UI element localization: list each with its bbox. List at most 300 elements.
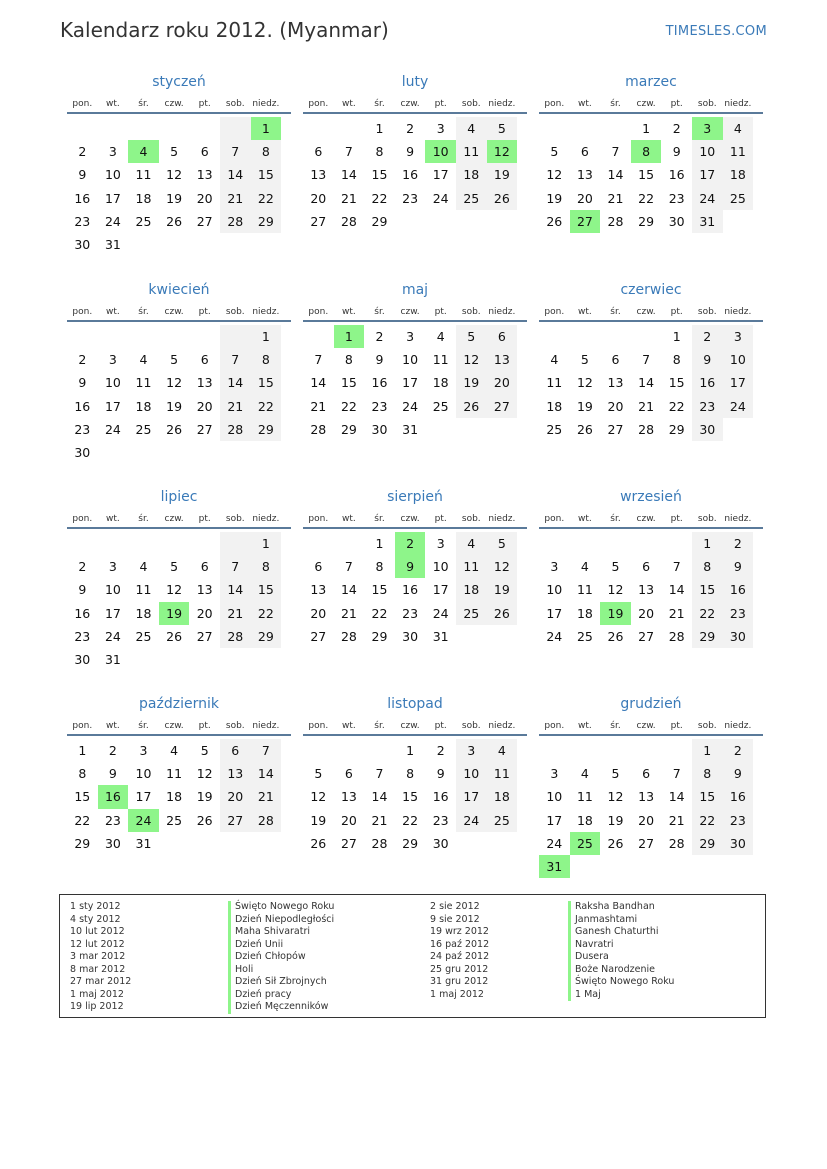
day-cell[interactable]: 24: [402, 398, 419, 414]
day-cell[interactable]: 9: [406, 144, 415, 160]
day-cell[interactable]: 26: [607, 628, 624, 644]
day-cell[interactable]: 4: [170, 743, 179, 758]
day-cell[interactable]: 18: [166, 789, 183, 805]
day-cell[interactable]: 29: [251, 210, 282, 233]
day-cell[interactable]: 4: [139, 559, 148, 575]
day-cell[interactable]: 26: [310, 835, 327, 851]
day-cell[interactable]: 9: [108, 766, 117, 782]
day-cell[interactable]: 8: [251, 348, 282, 371]
day-cell[interactable]: 27: [310, 213, 327, 229]
day-cell[interactable]: 14: [220, 163, 251, 186]
day-cell[interactable]: 15: [371, 582, 388, 598]
day-cell[interactable]: 28: [607, 213, 624, 229]
day-cell[interactable]: 17: [104, 398, 121, 414]
day-cell[interactable]: 23: [402, 605, 419, 621]
day-cell[interactable]: 9: [78, 375, 87, 391]
day-cell[interactable]: 12: [166, 582, 183, 598]
day-cell[interactable]: 9: [692, 348, 723, 371]
day-cell[interactable]: 30: [692, 418, 723, 441]
day-cell[interactable]: 23: [668, 190, 685, 206]
day-cell[interactable]: 14: [668, 789, 685, 805]
holiday-day-cell[interactable]: 16: [98, 785, 129, 808]
day-cell[interactable]: 29: [74, 835, 91, 851]
day-cell[interactable]: 23: [104, 812, 121, 828]
day-cell[interactable]: 14: [340, 167, 357, 183]
day-cell[interactable]: 4: [580, 766, 589, 782]
day-cell[interactable]: 17: [135, 789, 152, 805]
day-cell[interactable]: 22: [668, 398, 685, 414]
day-cell[interactable]: 27: [607, 421, 624, 437]
day-cell[interactable]: 5: [580, 352, 589, 368]
day-cell[interactable]: 5: [200, 743, 209, 758]
day-cell[interactable]: 31: [402, 421, 419, 437]
day-cell[interactable]: 16: [668, 167, 685, 183]
day-cell[interactable]: 25: [576, 628, 593, 644]
day-cell[interactable]: 21: [638, 398, 655, 414]
day-cell[interactable]: 27: [196, 213, 213, 229]
day-cell[interactable]: 27: [340, 835, 357, 851]
day-cell[interactable]: 3: [108, 352, 117, 368]
holiday-day-cell[interactable]: 25: [570, 832, 601, 855]
day-cell[interactable]: 17: [546, 605, 563, 621]
brand-link[interactable]: TIMESLES.COM: [665, 24, 767, 39]
day-cell[interactable]: 1: [375, 536, 384, 551]
day-cell[interactable]: 24: [692, 187, 723, 210]
holiday-day-cell[interactable]: 19: [159, 602, 190, 625]
day-cell[interactable]: 30: [104, 835, 121, 851]
day-cell[interactable]: 6: [611, 352, 620, 368]
day-cell[interactable]: 16: [402, 167, 419, 183]
day-cell[interactable]: 23: [74, 213, 91, 229]
day-cell[interactable]: 2: [78, 559, 87, 575]
day-cell[interactable]: 20: [310, 605, 327, 621]
day-cell[interactable]: 6: [344, 766, 353, 782]
day-cell[interactable]: 22: [692, 809, 723, 832]
day-cell[interactable]: 12: [607, 582, 624, 598]
day-cell[interactable]: 21: [340, 190, 357, 206]
day-cell[interactable]: 5: [170, 352, 179, 368]
day-cell[interactable]: 25: [135, 628, 152, 644]
day-cell[interactable]: 10: [104, 582, 121, 598]
day-cell[interactable]: 19: [310, 812, 327, 828]
day-cell[interactable]: 5: [550, 144, 559, 160]
day-cell[interactable]: 12: [456, 348, 487, 371]
day-cell[interactable]: 22: [692, 602, 723, 625]
day-cell[interactable]: 6: [200, 144, 209, 160]
day-cell[interactable]: 18: [456, 578, 487, 601]
day-cell[interactable]: 6: [200, 352, 209, 368]
day-cell[interactable]: 16: [723, 578, 754, 601]
day-cell[interactable]: 1: [406, 743, 415, 758]
day-cell[interactable]: 23: [402, 190, 419, 206]
day-cell[interactable]: 23: [371, 398, 388, 414]
day-cell[interactable]: 28: [340, 213, 357, 229]
day-cell[interactable]: 9: [78, 167, 87, 183]
day-cell[interactable]: 8: [251, 555, 282, 578]
day-cell[interactable]: 23: [723, 602, 754, 625]
day-cell[interactable]: 2: [723, 532, 754, 555]
day-cell[interactable]: 17: [432, 167, 449, 183]
day-cell[interactable]: 29: [371, 628, 388, 644]
day-cell[interactable]: 3: [723, 325, 754, 348]
day-cell[interactable]: 24: [104, 213, 121, 229]
day-cell[interactable]: 27: [220, 809, 251, 832]
day-cell[interactable]: 28: [668, 628, 685, 644]
day-cell[interactable]: 30: [432, 835, 449, 851]
day-cell[interactable]: 11: [576, 582, 593, 598]
day-cell[interactable]: 13: [310, 167, 327, 183]
day-cell[interactable]: 28: [310, 421, 327, 437]
day-cell[interactable]: 15: [74, 789, 91, 805]
day-cell[interactable]: 9: [375, 352, 384, 368]
day-cell[interactable]: 17: [546, 812, 563, 828]
day-cell[interactable]: 15: [251, 163, 282, 186]
day-cell[interactable]: 27: [196, 421, 213, 437]
day-cell[interactable]: 12: [166, 167, 183, 183]
day-cell[interactable]: 14: [340, 582, 357, 598]
day-cell[interactable]: 18: [432, 375, 449, 391]
day-cell[interactable]: 7: [251, 739, 282, 762]
day-cell[interactable]: 6: [200, 559, 209, 575]
day-cell[interactable]: 3: [406, 329, 415, 344]
holiday-day-cell[interactable]: 2: [395, 532, 426, 555]
day-cell[interactable]: 5: [487, 117, 518, 140]
day-cell[interactable]: 13: [196, 582, 213, 598]
day-cell[interactable]: 2: [436, 743, 445, 758]
day-cell[interactable]: 15: [402, 789, 419, 805]
day-cell[interactable]: 20: [340, 812, 357, 828]
day-cell[interactable]: 30: [402, 628, 419, 644]
day-cell[interactable]: 1: [251, 532, 282, 555]
day-cell[interactable]: 10: [104, 167, 121, 183]
day-cell[interactable]: 12: [607, 789, 624, 805]
day-cell[interactable]: 21: [220, 602, 251, 625]
holiday-day-cell[interactable]: 27: [570, 210, 601, 233]
day-cell[interactable]: 7: [611, 144, 620, 160]
day-cell[interactable]: 1: [692, 739, 723, 762]
day-cell[interactable]: 16: [74, 605, 91, 621]
day-cell[interactable]: 20: [576, 190, 593, 206]
day-cell[interactable]: 2: [723, 739, 754, 762]
day-cell[interactable]: 26: [196, 812, 213, 828]
day-cell[interactable]: 1: [692, 532, 723, 555]
day-cell[interactable]: 5: [314, 766, 323, 782]
day-cell[interactable]: 11: [135, 375, 152, 391]
day-cell[interactable]: 19: [456, 371, 487, 394]
day-cell[interactable]: 1: [672, 329, 681, 344]
holiday-day-cell[interactable]: 1: [334, 325, 365, 348]
day-cell[interactable]: 8: [692, 555, 723, 578]
day-cell[interactable]: 30: [723, 832, 754, 855]
day-cell[interactable]: 18: [487, 785, 518, 808]
day-cell[interactable]: 20: [196, 605, 213, 621]
holiday-day-cell[interactable]: 31: [539, 855, 570, 878]
day-cell[interactable]: 17: [402, 375, 419, 391]
day-cell[interactable]: 21: [251, 785, 282, 808]
day-cell[interactable]: 8: [375, 144, 384, 160]
day-cell[interactable]: 18: [135, 605, 152, 621]
day-cell[interactable]: 22: [371, 190, 388, 206]
day-cell[interactable]: 21: [668, 812, 685, 828]
day-cell[interactable]: 11: [432, 352, 449, 368]
day-cell[interactable]: 14: [220, 371, 251, 394]
day-cell[interactable]: 13: [220, 762, 251, 785]
day-cell[interactable]: 20: [196, 398, 213, 414]
day-cell[interactable]: 26: [487, 187, 518, 210]
day-cell[interactable]: 19: [607, 812, 624, 828]
day-cell[interactable]: 28: [371, 835, 388, 851]
day-cell[interactable]: 13: [638, 582, 655, 598]
day-cell[interactable]: 24: [104, 628, 121, 644]
day-cell[interactable]: 3: [436, 121, 445, 136]
day-cell[interactable]: 12: [196, 766, 213, 782]
day-cell[interactable]: 17: [104, 190, 121, 206]
day-cell[interactable]: 24: [546, 628, 563, 644]
day-cell[interactable]: 5: [611, 766, 620, 782]
day-cell[interactable]: 8: [375, 559, 384, 575]
day-cell[interactable]: 15: [251, 578, 282, 601]
holiday-day-cell[interactable]: 19: [600, 602, 631, 625]
day-cell[interactable]: 22: [251, 395, 282, 418]
day-cell[interactable]: 25: [456, 602, 487, 625]
day-cell[interactable]: 13: [607, 375, 624, 391]
day-cell[interactable]: 3: [550, 766, 559, 782]
day-cell[interactable]: 20: [638, 812, 655, 828]
day-cell[interactable]: 24: [723, 395, 754, 418]
day-cell[interactable]: 8: [692, 762, 723, 785]
day-cell[interactable]: 11: [546, 375, 563, 391]
day-cell[interactable]: 3: [436, 536, 445, 551]
day-cell[interactable]: 21: [340, 605, 357, 621]
day-cell[interactable]: 7: [220, 140, 251, 163]
day-cell[interactable]: 11: [135, 167, 152, 183]
day-cell[interactable]: 10: [432, 559, 449, 575]
day-cell[interactable]: 10: [402, 352, 419, 368]
day-cell[interactable]: 15: [692, 785, 723, 808]
day-cell[interactable]: 5: [611, 559, 620, 575]
day-cell[interactable]: 12: [166, 375, 183, 391]
day-cell[interactable]: 28: [668, 835, 685, 851]
day-cell[interactable]: 2: [406, 121, 415, 136]
day-cell[interactable]: 20: [220, 785, 251, 808]
day-cell[interactable]: 1: [642, 121, 651, 136]
day-cell[interactable]: 14: [251, 762, 282, 785]
day-cell[interactable]: 9: [436, 766, 445, 782]
day-cell[interactable]: 23: [432, 812, 449, 828]
day-cell[interactable]: 14: [668, 582, 685, 598]
day-cell[interactable]: 31: [104, 236, 121, 252]
day-cell[interactable]: 14: [638, 375, 655, 391]
day-cell[interactable]: 16: [432, 789, 449, 805]
day-cell[interactable]: 6: [487, 325, 518, 348]
day-cell[interactable]: 30: [371, 421, 388, 437]
day-cell[interactable]: 4: [580, 559, 589, 575]
day-cell[interactable]: 13: [638, 789, 655, 805]
day-cell[interactable]: 24: [104, 421, 121, 437]
day-cell[interactable]: 21: [607, 190, 624, 206]
day-cell[interactable]: 20: [607, 398, 624, 414]
day-cell[interactable]: 8: [78, 766, 87, 782]
day-cell[interactable]: 20: [310, 190, 327, 206]
day-cell[interactable]: 27: [638, 628, 655, 644]
day-cell[interactable]: 17: [692, 163, 723, 186]
day-cell[interactable]: 30: [74, 651, 91, 667]
day-cell[interactable]: 5: [170, 144, 179, 160]
day-cell[interactable]: 20: [638, 605, 655, 621]
day-cell[interactable]: 16: [371, 375, 388, 391]
day-cell[interactable]: 14: [371, 789, 388, 805]
day-cell[interactable]: 21: [220, 187, 251, 210]
day-cell[interactable]: 18: [546, 398, 563, 414]
day-cell[interactable]: 6: [314, 144, 323, 160]
holiday-day-cell[interactable]: 3: [692, 117, 723, 140]
day-cell[interactable]: 5: [170, 559, 179, 575]
day-cell[interactable]: 4: [436, 329, 445, 344]
holiday-day-cell[interactable]: 4: [128, 140, 159, 163]
day-cell[interactable]: 13: [340, 789, 357, 805]
day-cell[interactable]: 7: [642, 352, 651, 368]
day-cell[interactable]: 28: [220, 210, 251, 233]
day-cell[interactable]: 15: [371, 167, 388, 183]
day-cell[interactable]: 17: [104, 605, 121, 621]
day-cell[interactable]: 3: [139, 743, 148, 758]
holiday-day-cell[interactable]: 9: [395, 555, 426, 578]
day-cell[interactable]: 2: [672, 121, 681, 136]
day-cell[interactable]: 24: [546, 835, 563, 851]
day-cell[interactable]: 8: [406, 766, 415, 782]
day-cell[interactable]: 10: [456, 762, 487, 785]
day-cell[interactable]: 9: [723, 555, 754, 578]
day-cell[interactable]: 10: [723, 348, 754, 371]
day-cell[interactable]: 10: [135, 766, 152, 782]
holiday-day-cell[interactable]: 10: [425, 140, 456, 163]
day-cell[interactable]: 23: [723, 809, 754, 832]
day-cell[interactable]: 7: [672, 766, 681, 782]
day-cell[interactable]: 9: [723, 762, 754, 785]
day-cell[interactable]: 13: [196, 167, 213, 183]
day-cell[interactable]: 25: [723, 187, 754, 210]
day-cell[interactable]: 18: [456, 163, 487, 186]
day-cell[interactable]: 31: [135, 835, 152, 851]
day-cell[interactable]: 4: [139, 352, 148, 368]
day-cell[interactable]: 19: [546, 190, 563, 206]
day-cell[interactable]: 8: [672, 352, 681, 368]
day-cell[interactable]: 11: [456, 140, 487, 163]
day-cell[interactable]: 27: [310, 628, 327, 644]
day-cell[interactable]: 4: [550, 352, 559, 368]
day-cell[interactable]: 13: [196, 375, 213, 391]
day-cell[interactable]: 4: [456, 532, 487, 555]
day-cell[interactable]: 31: [692, 210, 723, 233]
day-cell[interactable]: 18: [135, 398, 152, 414]
day-cell[interactable]: 22: [638, 190, 655, 206]
day-cell[interactable]: 22: [402, 812, 419, 828]
day-cell[interactable]: 21: [371, 812, 388, 828]
day-cell[interactable]: 30: [668, 213, 685, 229]
day-cell[interactable]: 12: [576, 375, 593, 391]
day-cell[interactable]: 26: [607, 835, 624, 851]
day-cell[interactable]: 13: [310, 582, 327, 598]
day-cell[interactable]: 28: [220, 418, 251, 441]
day-cell[interactable]: 11: [166, 766, 183, 782]
day-cell[interactable]: 25: [135, 213, 152, 229]
day-cell[interactable]: 5: [487, 532, 518, 555]
day-cell[interactable]: 19: [166, 398, 183, 414]
day-cell[interactable]: 22: [371, 605, 388, 621]
day-cell[interactable]: 29: [668, 421, 685, 437]
day-cell[interactable]: 29: [692, 832, 723, 855]
day-cell[interactable]: 26: [456, 395, 487, 418]
day-cell[interactable]: 25: [456, 187, 487, 210]
day-cell[interactable]: 28: [251, 809, 282, 832]
day-cell[interactable]: 6: [314, 559, 323, 575]
day-cell[interactable]: 7: [344, 559, 353, 575]
day-cell[interactable]: 29: [638, 213, 655, 229]
day-cell[interactable]: 18: [135, 190, 152, 206]
day-cell[interactable]: 18: [723, 163, 754, 186]
day-cell[interactable]: 21: [310, 398, 327, 414]
day-cell[interactable]: 11: [487, 762, 518, 785]
day-cell[interactable]: 6: [642, 559, 651, 575]
day-cell[interactable]: 25: [135, 421, 152, 437]
day-cell[interactable]: 7: [220, 348, 251, 371]
day-cell[interactable]: 14: [310, 375, 327, 391]
day-cell[interactable]: 2: [78, 144, 87, 160]
day-cell[interactable]: 14: [220, 578, 251, 601]
day-cell[interactable]: 19: [487, 163, 518, 186]
day-cell[interactable]: 2: [108, 743, 117, 758]
day-cell[interactable]: 19: [166, 190, 183, 206]
day-cell[interactable]: 24: [456, 809, 487, 832]
day-cell[interactable]: 29: [692, 625, 723, 648]
day-cell[interactable]: 2: [78, 352, 87, 368]
day-cell[interactable]: 9: [78, 582, 87, 598]
day-cell[interactable]: 17: [723, 371, 754, 394]
day-cell[interactable]: 23: [74, 421, 91, 437]
day-cell[interactable]: 21: [220, 395, 251, 418]
day-cell[interactable]: 27: [487, 395, 518, 418]
holiday-day-cell[interactable]: 1: [251, 117, 282, 140]
day-cell[interactable]: 3: [108, 559, 117, 575]
day-cell[interactable]: 29: [402, 835, 419, 851]
day-cell[interactable]: 14: [607, 167, 624, 183]
day-cell[interactable]: 27: [638, 835, 655, 851]
day-cell[interactable]: 22: [74, 812, 91, 828]
day-cell[interactable]: 28: [340, 628, 357, 644]
day-cell[interactable]: 26: [576, 421, 593, 437]
day-cell[interactable]: 1: [78, 743, 87, 758]
day-cell[interactable]: 26: [487, 602, 518, 625]
day-cell[interactable]: 7: [672, 559, 681, 575]
day-cell[interactable]: 26: [166, 421, 183, 437]
day-cell[interactable]: 29: [251, 418, 282, 441]
day-cell[interactable]: 2: [375, 329, 384, 344]
day-cell[interactable]: 18: [576, 812, 593, 828]
day-cell[interactable]: 15: [668, 375, 685, 391]
day-cell[interactable]: 20: [196, 190, 213, 206]
day-cell[interactable]: 23: [692, 395, 723, 418]
day-cell[interactable]: 11: [576, 789, 593, 805]
day-cell[interactable]: 23: [74, 628, 91, 644]
day-cell[interactable]: 29: [340, 421, 357, 437]
day-cell[interactable]: 6: [220, 739, 251, 762]
day-cell[interactable]: 1: [375, 121, 384, 136]
day-cell[interactable]: 25: [546, 421, 563, 437]
day-cell[interactable]: 11: [456, 555, 487, 578]
day-cell[interactable]: 25: [166, 812, 183, 828]
day-cell[interactable]: 19: [576, 398, 593, 414]
day-cell[interactable]: 7: [220, 555, 251, 578]
